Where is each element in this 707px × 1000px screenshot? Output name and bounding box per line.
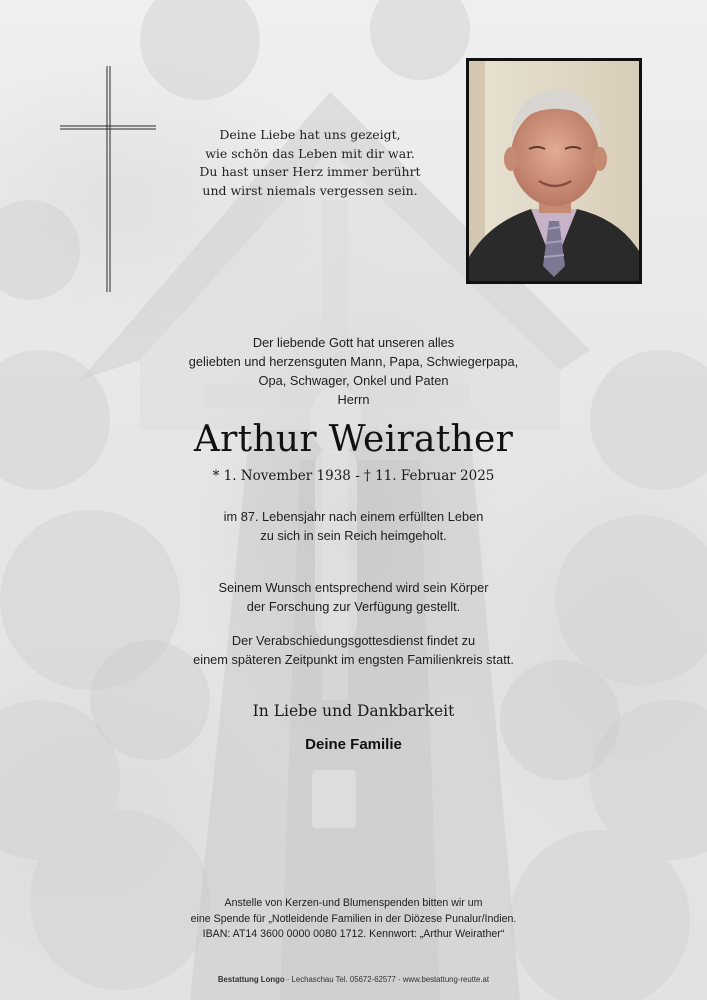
paragraph-body-donation	[120, 578, 587, 616]
poem-line: wie schön das Leben mit dir war.	[205, 145, 415, 161]
donation-line: IBAN: AT14 3600 0000 0080 1712. Kennwort: „Arthur Weirather“	[202, 928, 505, 940]
intro-text	[120, 333, 587, 409]
donation-line: eine Spende für „Notleidende Familien in der Diözese Punalur/Indien.	[190, 912, 517, 925]
paragraph-line: der Forschung zur Verfügung gestellt.	[246, 599, 461, 614]
poem-line: Du hast unser Herz immer berührt	[199, 164, 421, 179]
intro-line: geliebten und herzensguten Mann, Papa, Schwiegerpapa,	[188, 354, 519, 369]
portrait-photo	[469, 61, 639, 281]
portrait-frame	[466, 58, 642, 284]
paragraph-line: zu sich in sein Reich heimgeholt.	[260, 528, 447, 543]
cross-icon	[60, 66, 156, 292]
intro-line: Der liebende Gott hat unseren alles	[252, 335, 455, 350]
portrait-illustration	[469, 61, 639, 281]
funeral-home-name: Bestattung Longo	[217, 975, 285, 984]
paragraph-line: im 87. Lebensjahr nach einem erfüllten Leben	[223, 509, 484, 524]
intro-line: Herrn	[337, 392, 370, 407]
life-dates: * 1. November 1938 - † 11. Februar 2025	[212, 468, 495, 484]
closing-thanks: In Liebe und Dankbarkeit	[252, 702, 455, 720]
funeral-home-footer	[100, 974, 607, 986]
poem-line: und wirst niemals vergessen sein.	[202, 182, 418, 198]
donation-line: Anstelle von Kerzen-und Blumenspenden bitten wir um	[224, 897, 483, 909]
donation-request	[100, 896, 607, 943]
funeral-home-details: · Lechaschau Tel. 05672-62577 · www.bestattung-reutte.at	[284, 975, 490, 984]
signature-family: Deine Familie	[305, 736, 402, 753]
poem-line: Deine Liebe hat uns gezeigt,	[219, 127, 401, 142]
intro-line: Opa, Schwager, Onkel und Paten	[258, 373, 449, 388]
paragraph-line: einem späteren Zeitpunkt im engsten Familienkreis statt.	[193, 652, 514, 667]
paragraph-passing	[120, 507, 587, 545]
deceased-name: Arthur Weirather	[193, 419, 514, 460]
paragraph-service	[120, 631, 587, 669]
paragraph-line: Seinem Wunsch entsprechend wird sein Körper	[218, 580, 489, 595]
poem	[170, 126, 450, 200]
paragraph-line: Der Verabschiedungsgottesdienst findet zu	[231, 633, 476, 648]
